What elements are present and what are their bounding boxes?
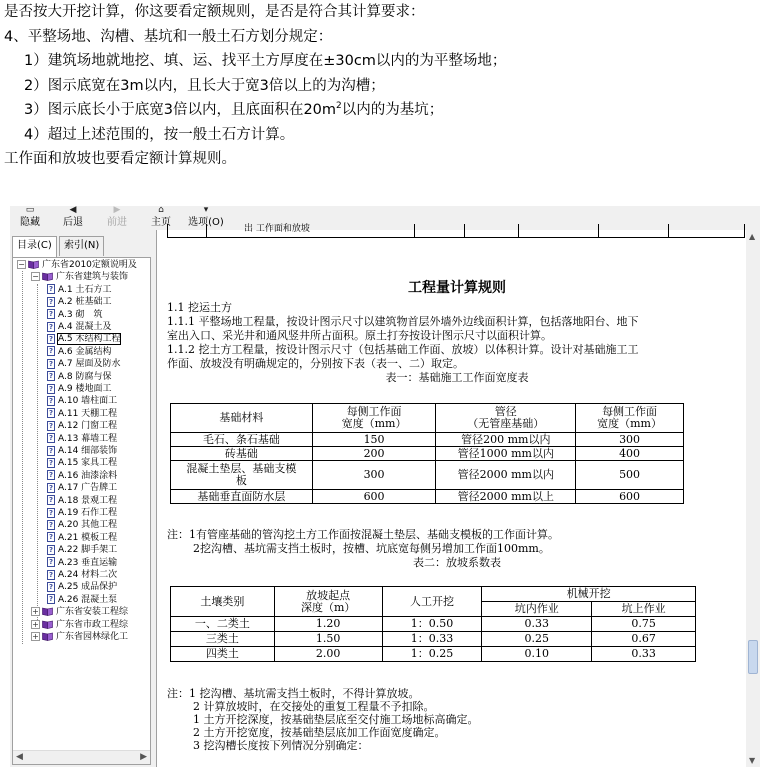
table-1-header: 每侧工作面 宽度（mm） — [576, 404, 684, 433]
help-page-icon: ? — [48, 297, 54, 306]
tree-item-label: A.3 砌 筑 — [58, 309, 103, 320]
table-2-cell: 1.50 — [274, 632, 382, 647]
help-page-icon: ? — [48, 558, 54, 567]
tree-item-label: A.6 金属结构 — [58, 346, 112, 357]
back-icon: ◀ — [69, 205, 77, 215]
article-item-2: 2）图示底宽在3m以内，且长大于宽3倍以上的为沟槽； — [24, 77, 385, 94]
tree-item[interactable] — [47, 457, 117, 470]
tree-item[interactable] — [47, 532, 117, 545]
help-page-icon: ? — [48, 471, 54, 480]
tree-item[interactable] — [47, 358, 120, 371]
help-page-icon: ? — [48, 582, 54, 591]
table-1-cell: 混凝土垫层、基础支模 板 — [171, 461, 313, 490]
tree-item-label: A.20 其他工程 — [58, 520, 118, 531]
help-page-icon: ? — [48, 595, 54, 604]
tree-item[interactable] — [47, 445, 117, 458]
table-2-cell: 1.20 — [274, 617, 382, 632]
tree-item[interactable] — [47, 296, 111, 309]
table-2-note-5: 3 挖沟槽长度按下列情况分别确定： — [193, 739, 369, 752]
tree-item[interactable] — [47, 395, 117, 408]
tree-item[interactable] — [47, 581, 117, 594]
help-page-icon: ? — [48, 570, 54, 579]
table-1-header: 基础材料 — [171, 404, 313, 433]
tree-item[interactable] — [47, 569, 117, 582]
table-2-cell: 1：0.33 — [382, 632, 482, 647]
help-page-icon: ? — [48, 310, 54, 319]
tree-item-label: A.8 防腐与保 — [58, 371, 112, 382]
table-2-note-2: 2 计算放坡时，在交接处的重复工程量不予扣除。 — [193, 700, 435, 713]
hide-button[interactable]: ▭ 隐藏 — [16, 206, 44, 230]
table-1-cell: 基础垂直面防水层 — [171, 490, 313, 504]
help-page-icon: ? — [48, 434, 54, 443]
help-page-icon: ? — [48, 384, 54, 393]
tree-item-label: A.24 材料二次 — [58, 570, 118, 580]
tree-item[interactable] — [47, 544, 117, 557]
tree-item[interactable] — [47, 433, 117, 446]
help-page-icon: ? — [48, 421, 54, 430]
tree-item[interactable] — [47, 519, 117, 532]
table-2-header: 坑上作业 — [592, 602, 696, 617]
article-item-3 — [4, 98, 769, 123]
tree-item-label: 广东省2010定额说明及 — [42, 260, 137, 270]
tree-item[interactable] — [31, 619, 128, 632]
help-page-icon: ? — [48, 446, 54, 455]
tab-contents[interactable]: 目录(C) — [12, 236, 57, 257]
home-button[interactable]: ⌂ 主页 — [148, 206, 174, 230]
table-1-header: 管径 （无管座基础） — [436, 404, 576, 433]
tree-horizontal-scrollbar[interactable] — [13, 750, 150, 764]
table-2-cell: 0.33 — [592, 647, 696, 662]
tree-guide-line — [22, 271, 23, 644]
tree-item-label: A.4 混凝土及 — [58, 322, 112, 332]
tree-item[interactable] — [47, 284, 111, 297]
content-pane — [156, 224, 760, 767]
tree-item-label: A.16 油漆涂料 — [58, 470, 118, 481]
table-2-cell: 0.67 — [592, 632, 696, 647]
fragment-text: 出 工作面和放坡 — [244, 224, 310, 234]
help-page-icon: ? — [48, 285, 54, 294]
table-1-note-1: 注：1有管座基础的管沟挖土方工作面按混凝土垫层、基础支模板的工作面计算。 — [167, 528, 559, 541]
tree-item-label: A.19 石作工程 — [58, 508, 118, 518]
tab-index[interactable]: 索引(N) — [59, 236, 104, 256]
open-book-icon — [28, 260, 39, 269]
tree-item[interactable] — [47, 470, 117, 483]
help-page-icon: ? — [48, 508, 54, 517]
table-2-note-1: 注：1 挖沟槽、基坑需支挡土板时，不得计算放坡。 — [167, 687, 420, 700]
article-item-3-tail: 以内的为基坑； — [341, 102, 444, 118]
table-1-cell: 砖基础 — [171, 447, 313, 461]
table-2-header: 人工开挖 — [382, 587, 482, 617]
tree-guide-line — [37, 284, 38, 624]
table-1-header: 每侧工作面 宽度（mm） — [312, 404, 436, 433]
article-text — [4, 0, 769, 172]
table-2-cell: 三类土 — [171, 632, 275, 647]
document-title: 工程量计算规则 — [408, 280, 506, 296]
article-line-2: 4、平整场地、沟槽、基坑和一般土石方划分规定： — [4, 28, 333, 45]
expand-icon[interactable]: + — [32, 607, 39, 617]
tree-item-label: 广东省建筑与装饰 — [56, 272, 129, 283]
table-2-header: 放坡起点 深度（m） — [274, 587, 382, 617]
table-2-cell: 四类土 — [171, 647, 275, 662]
table-2-note-4: 2 土方开挖宽度，按基础垫层底加工作面宽度确定。 — [193, 726, 446, 739]
table-1-cell: 600 — [576, 490, 684, 504]
table-1-cell: 600 — [312, 490, 436, 504]
table-2-cell: 2.00 — [274, 647, 382, 662]
tree-item[interactable] — [47, 346, 111, 359]
tree-item-label: 广东省安装工程综 — [56, 607, 129, 618]
tree-item-label: A.13 幕墙工程 — [58, 433, 118, 444]
article-item-3-sup: 2 — [336, 101, 342, 112]
open-book-icon — [42, 272, 53, 281]
article-item-4: 4）超过上述范围的，按一般土石方计算。 — [24, 126, 295, 143]
table-1-cell: 毛石、条石基础 — [171, 433, 313, 447]
tree-item-label: A.25 成品保护 — [58, 582, 118, 593]
help-page-icon: ? — [48, 458, 54, 467]
help-page-icon: ? — [48, 359, 54, 368]
collapse-icon[interactable]: − — [32, 272, 39, 282]
help-page-icon: ? — [48, 483, 54, 492]
hide-icon: ▭ — [25, 205, 35, 215]
tree-item-label: A.12 门窗工程 — [58, 421, 118, 432]
table-1-title: 表一：基础施工工作面宽度表 — [385, 371, 529, 384]
help-viewer-window — [10, 206, 760, 767]
scroll-left-icon[interactable]: ◀ — [16, 752, 23, 762]
table-1-note-2: 2挖沟槽、基坑需支挡土板时，按槽、坑底宽每侧另增加工作面100mm。 — [193, 542, 550, 555]
help-page-icon: ? — [48, 396, 54, 405]
tree-item-label: A.5 木结构工程 — [58, 334, 121, 345]
help-page-icon: ? — [48, 520, 54, 529]
table-2-cell: 1：0.25 — [382, 647, 482, 662]
article-item-1: 1）建筑场地就地挖、填、运、找平土方厚度在±30cm以内的为平整场地； — [24, 53, 507, 69]
table-1-cell: 500 — [576, 461, 684, 490]
forward-button[interactable]: ▶ 前进 — [104, 206, 130, 230]
tree-item-label: A.22 脚手架工 — [58, 545, 118, 556]
table-1-cell: 管径200 mm以内 — [436, 433, 576, 447]
table-1-cell: 150 — [312, 433, 436, 447]
table-2-cell: 0.75 — [592, 617, 696, 632]
table-1-cell: 管径2000 mm以内 — [436, 461, 576, 490]
tree-item[interactable] — [47, 309, 102, 322]
tree-item[interactable] — [47, 408, 117, 421]
tree-item-label: A.23 垂直运输 — [58, 557, 118, 568]
help-page-icon: ? — [48, 409, 54, 418]
tree-item-label: A.11 天棚工程 — [58, 408, 118, 419]
previous-table-fragment — [167, 224, 745, 238]
tree-item-label: A.26 混凝土泵 — [58, 594, 118, 605]
rule-1-1-1-line-1: 1.1.1 平整场地工程量，按设计图示尺寸以建筑物首层外墙外边线面积计算，包括落地阳台、地下 — [167, 315, 639, 328]
rule-1-1-1-line-2: 室出入口、采光井和通风竖井所占面积。原土打夯按设计图示尺寸以面积计算。 — [167, 329, 552, 342]
tree-item-label: A.10 墙柱面工 — [58, 396, 118, 407]
tree-item[interactable] — [47, 321, 111, 334]
expand-icon[interactable]: + — [32, 619, 39, 629]
rule-1-1-2-line-2: 作面、放坡没有明确规定的，分别按下表（表一、二）取定。 — [167, 357, 464, 370]
help-page-icon: ? — [48, 496, 54, 505]
table-2-cell: 0.33 — [482, 617, 592, 632]
content-vertical-scrollbar[interactable] — [746, 230, 760, 767]
closed-book-icon — [42, 607, 53, 616]
back-button[interactable]: ◀ 后退 — [60, 206, 86, 230]
tree-item[interactable] — [47, 333, 120, 346]
help-page-icon: ? — [48, 533, 54, 542]
tree-item[interactable] — [47, 383, 111, 396]
article-item-3-text: 3）图示底长小于底宽3倍以内，且底面积在20m — [24, 102, 337, 118]
tree-item-label: A.18 景观工程 — [58, 495, 118, 506]
options-icon: ▾ — [203, 205, 209, 215]
tree-item[interactable] — [47, 371, 111, 384]
tree-item-label: 广东省市政工程综 — [56, 619, 129, 630]
tree-item-label: A.21 模板工程 — [58, 532, 118, 543]
expand-icon[interactable]: + — [32, 632, 39, 641]
tree-item[interactable] — [47, 557, 117, 570]
scroll-right-icon[interactable]: ▶ — [140, 752, 147, 762]
table-1-cell: 300 — [312, 461, 436, 490]
table-1-cell: 200 — [312, 447, 436, 461]
work-face-width-table — [170, 403, 684, 504]
table-1-cell: 400 — [576, 447, 684, 461]
scroll-thumb[interactable] — [748, 640, 758, 674]
table-2-title: 表二：放坡系数表 — [413, 556, 501, 569]
table-2-cell: 0.10 — [482, 647, 592, 662]
tree-item[interactable] — [31, 271, 128, 284]
slope-coefficient-table — [170, 586, 696, 662]
help-page-icon: ? — [48, 347, 54, 356]
tree-item-label: A.14 细部装饰 — [58, 446, 118, 456]
closed-book-icon — [42, 632, 53, 641]
rule-1-1-2-line-1: 1.1.2 挖土方工程量，按设计图示尺寸（包括基础工作面、放坡）以体积计算。设计对基础施工工 — [167, 343, 639, 356]
table-2-cell: 1：0.50 — [382, 617, 482, 632]
tree-item[interactable] — [47, 507, 117, 520]
tree-item[interactable] — [47, 420, 117, 433]
tree-item-label: A.2 桩基础工 — [58, 297, 112, 308]
tree-item[interactable] — [17, 259, 137, 272]
help-page-icon: ? — [48, 322, 54, 331]
collapse-icon[interactable]: − — [18, 260, 25, 269]
table-2-header: 土壤类别 — [171, 587, 275, 617]
table-2-header: 坑内作业 — [482, 602, 592, 617]
closed-book-icon — [42, 620, 53, 629]
table-2-header: 机械开挖 — [482, 587, 696, 602]
navigation-pane — [10, 232, 153, 767]
forward-icon: ▶ — [113, 205, 121, 215]
tree-item[interactable] — [47, 495, 117, 508]
scroll-down-icon[interactable]: ▼ — [749, 756, 756, 765]
contents-tree — [12, 257, 151, 765]
section-1-1: 1.1 挖运土方 — [167, 301, 232, 314]
tree-item-label: A.15 家具工程 — [58, 458, 118, 469]
article-line-1: 是否按大开挖计算，你这要看定额规则，是否是符合其计算要求： — [4, 4, 425, 20]
home-icon: ⌂ — [158, 205, 164, 215]
tree-item[interactable] — [47, 482, 117, 495]
table-1-cell: 300 — [576, 433, 684, 447]
table-2-cell: 0.25 — [482, 632, 592, 647]
tree-item[interactable] — [31, 606, 128, 619]
table-2-note-3: 1 土方开挖深度，按基础垫层底至交付施工场地标高确定。 — [193, 713, 479, 726]
table-1-cell: 管径1000 mm以内 — [436, 447, 576, 461]
tree-item-label: A.9 楼地面工 — [58, 384, 112, 394]
help-page-icon: ? — [48, 545, 54, 554]
tree-item-label: 广东省园林绿化工 — [56, 632, 129, 642]
help-page-icon: ? — [48, 372, 54, 381]
options-button[interactable]: ▾ 选项(O) — [186, 206, 226, 230]
tree-item[interactable] — [31, 631, 128, 644]
table-2-cell: 一、二类土 — [171, 617, 275, 632]
tree-item-label: A.1 土石方工 — [58, 284, 112, 295]
tree-item-label: A.17 广告牌工 — [58, 483, 118, 494]
tree-item-label: A.7 屋面及防水 — [58, 359, 121, 370]
tree-item[interactable] — [47, 594, 117, 607]
help-page-icon: ? — [48, 334, 54, 343]
scroll-up-icon[interactable]: ▲ — [749, 232, 756, 241]
table-1-cell: 管径2000 mm以上 — [436, 490, 576, 504]
article-line-3: 工作面和放坡也要看定额计算规则。 — [4, 151, 236, 167]
